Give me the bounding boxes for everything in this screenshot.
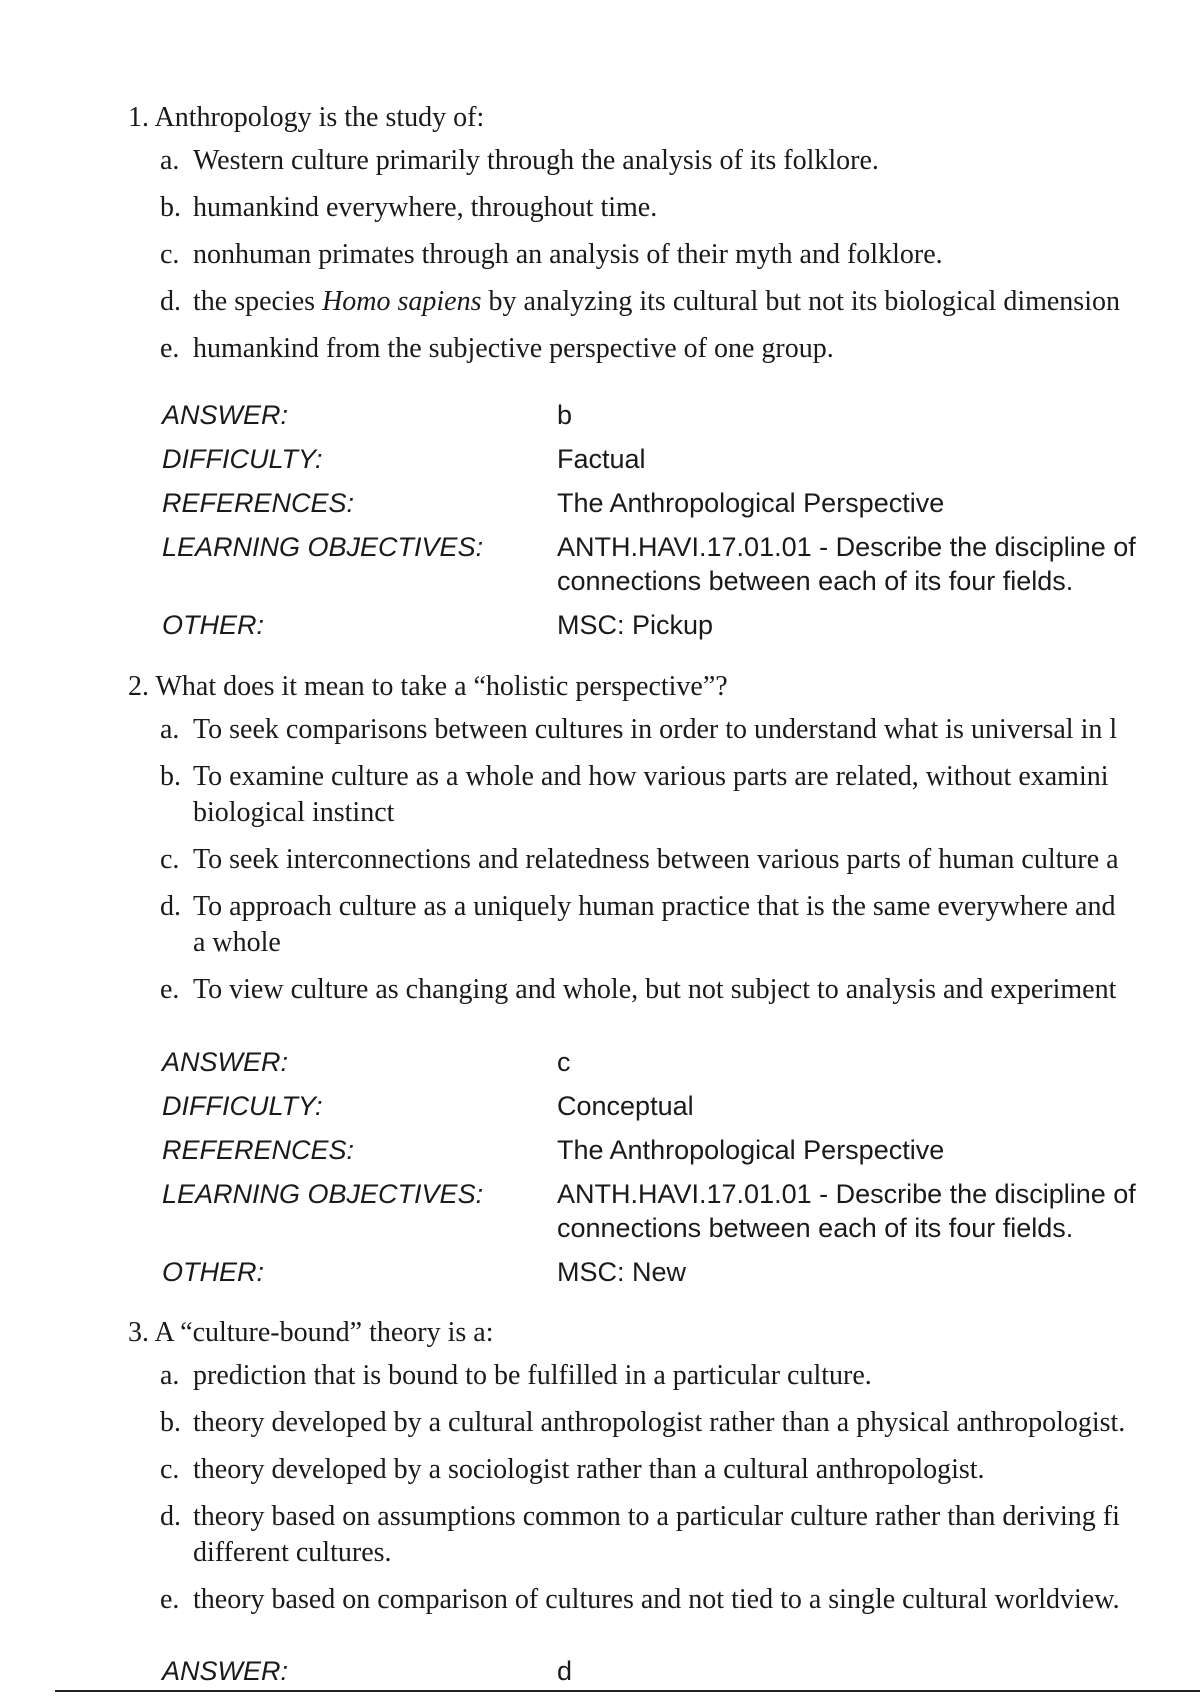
option-b: b. humankind everywhere, throughout time. [160, 192, 658, 223]
option-b: b. To examine culture as a whole and how various parts are related, without examini biological instinct [160, 761, 1109, 828]
option-d: d. theory based on assumptions common to a particular culture rather than deriving fi different cultures. [160, 1501, 1120, 1568]
option-e: e. To view culture as changing and whole, but not subject to analysis and experiment [160, 974, 1117, 1005]
option-a: a. prediction that is bound to be fulfilled in a particular culture. [160, 1360, 872, 1391]
document-page: 1. Anthropology is the study of: a. Western culture primarily through the analysis of its folklore. b. humankind everywhere, throughout time. c. nonhuman primates through an analysis of their myth and folklore. d. the species Homo sapiens by analyzing its cultural but not its biological dimension e. humankind from the subjective perspective of one group. ANSWER: b DIFFICULTY: Factual REFERENCES: The Anthropological Perspective LEARNING OBJECTIVES: ANTH.HAVI.17.01.01 - Describe the discipline of connections between each of its four fields. OTHER: MSC: Pickup 2. What does it mean to take a “holistic perspective”? a. To seek comparisons between cultures in order to understand what is universal in l b. To examine culture as a whole and how various parts are related, without examini biological instinct c. To seek interconnections and relatedness between various parts of human culture a d. To approach culture as a uniquely human practice that is the same everywhere and a whole e. To view culture as changing and whole, but not subject to analysis and experiment ANSWER: c DIFFICULTY: Conceptual REFERENCES: The Anthropological Perspective LEARNING OBJECTIVES: ANTH.HAVI.17.01.01 - Describe the discipline of connections between each of its four fields. OTHER: MSC: New 3. A “culture-bound” theory is a: a. prediction that is bound to be fulfilled in a particular culture. b. theory developed by a cultural anthropologist rather than a physical anthropologist. c. theory developed by a sociologist rather than a cultural anthropologist. d. theory based on assumptions common to a particular culture rather than deriving fi different cultures. e. theory based on comparison of cultures and not tied to a single cultural worldview. ANSWER: d [0, 0, 1200, 1700]
option-e: e. humankind from the subjective perspective of one group. [160, 333, 834, 364]
option-c: c. theory developed by a sociologist rather than a cultural anthropologist. [160, 1454, 985, 1485]
species-name: Homo sapiens [322, 286, 482, 317]
answer-value: d [557, 1656, 573, 1686]
question-3-options [160, 1358, 1125, 1629]
page-divider [55, 1690, 1200, 1692]
question-1-options [160, 143, 1120, 378]
option-a: a. Western culture primarily through the analysis of its folklore. [160, 145, 879, 176]
option-c: c. To seek interconnections and relatedness between various parts of human culture a [160, 844, 1119, 875]
question-number: 2. [128, 671, 149, 702]
answer-value: c [557, 1047, 571, 1077]
question-2-options [160, 712, 1119, 1019]
question-text: Anthropology is the study of: [154, 102, 485, 133]
question-3-stem [128, 1316, 493, 1350]
question-number: 1. [128, 102, 149, 133]
option-d: d. To approach culture as a uniquely human practice that is the same everywhere and a whole [160, 891, 1116, 958]
option-b: b. theory developed by a cultural anthropologist rather than a physical anthropologist. [160, 1407, 1126, 1438]
option-a: a. To seek comparisons between cultures in order to understand what is universal in l [160, 714, 1118, 745]
question-text: A “culture-bound” theory is a: [154, 1317, 494, 1348]
question-number: 3. [128, 1317, 149, 1348]
option-e: e. theory based on comparison of cultures and not tied to a single cultural worldview. [160, 1584, 1120, 1615]
option-d: d. the species Homo sapiens by analyzing its cultural but not its biological dimension [160, 286, 1120, 317]
option-c: c. nonhuman primates through an analysis of their myth and folklore. [160, 239, 943, 270]
question-2-stem [128, 670, 728, 704]
question-1-stem [128, 101, 484, 135]
answer-value: b [557, 400, 573, 430]
question-text: What does it mean to take a “holistic perspective”? [155, 671, 728, 702]
